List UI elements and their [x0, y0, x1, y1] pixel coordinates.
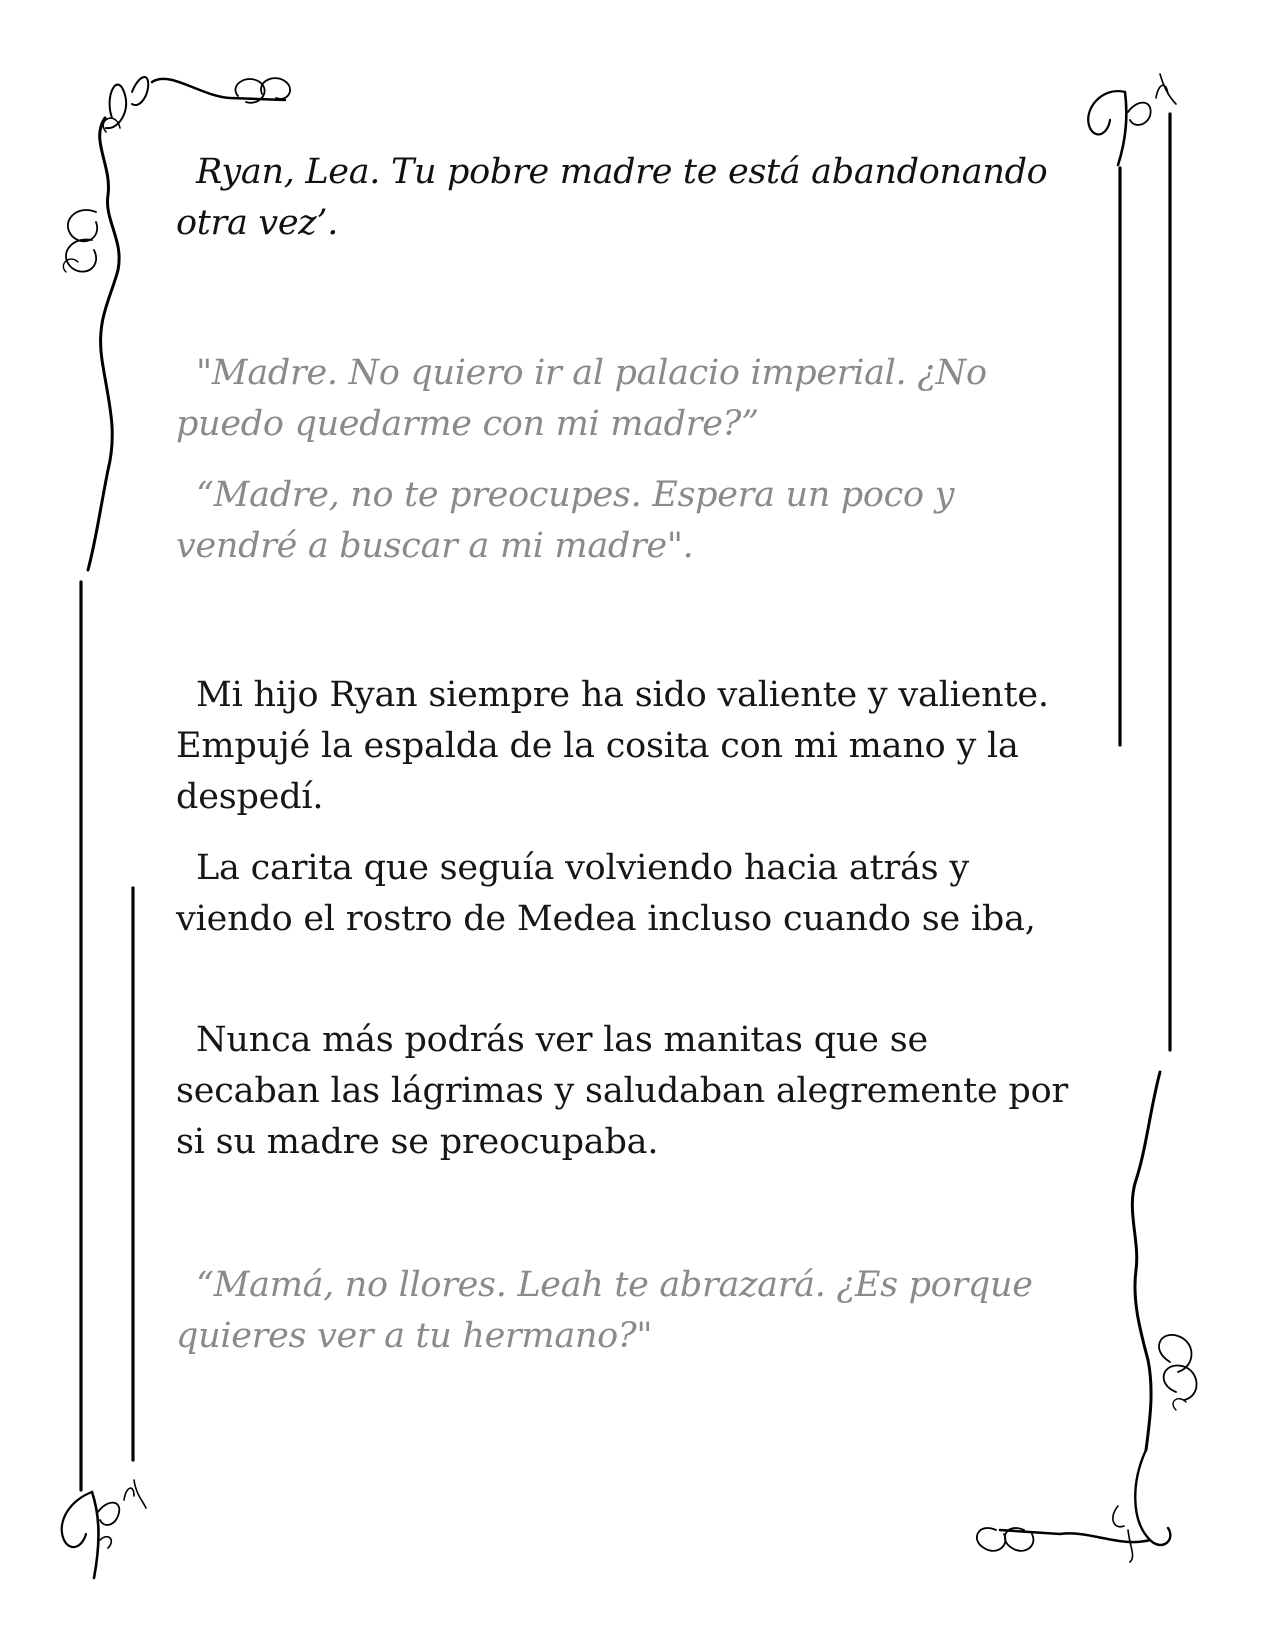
paragraph-2: "Madre. No quiero ir al palacio imperial. ¿No puedo quedarme con mi madre?” [176, 353, 987, 444]
paragraph-3: “Madre, no te preocupes. Espera un poco y vendré a buscar a mi madre". [176, 475, 955, 566]
flourish-bottom-left-icon [62, 1480, 146, 1578]
paragraph-6: Nunca más podrás ver las manitas que se secaban las lágrimas y saludaban alegremente por si su madre se preocupaba. [176, 1020, 1069, 1162]
paragraph-5: La carita que seguía volviendo hacia atrás y viendo el rostro de Medea incluso cuando se iba, [176, 848, 1036, 939]
paragraph-4: Mi hijo Ryan siempre ha sido valiente y valiente. Empujé la espalda de la cosita con mi mano y la despedí. [176, 675, 1049, 817]
paragraph-7: “Mamá, no llores. Leah te abrazará. ¿Es porque quieres ver a tu hermano?" [176, 1265, 1033, 1356]
flourish-top-right-icon [1088, 74, 1176, 165]
paragraph-1: Ryan, Lea. Tu pobre madre te está abandonando otra vez’. [176, 152, 1048, 243]
